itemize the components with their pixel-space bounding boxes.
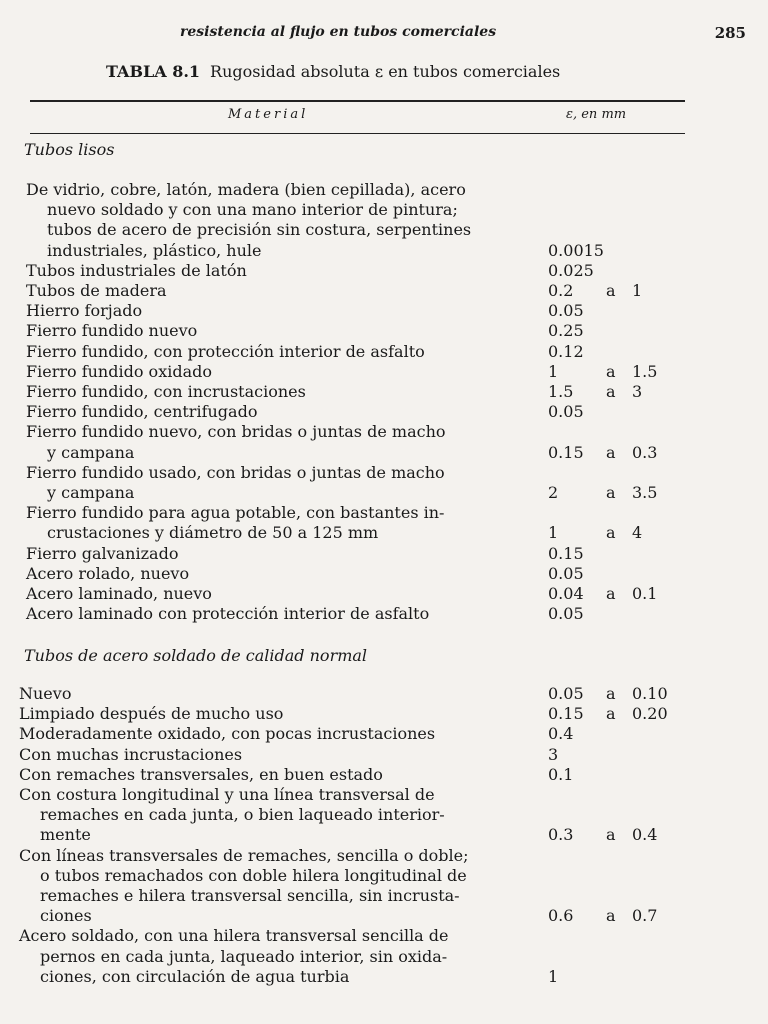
- material-text: Fierro galvanizado: [26, 543, 179, 563]
- table-row: [0, 483, 768, 503]
- range-separator: a: [606, 825, 616, 845]
- table-row: [0, 402, 768, 422]
- table-row: [0, 564, 768, 584]
- table-row: [0, 947, 768, 967]
- table-caption: Rugosidad absoluta ε en tubos comerciales: [210, 62, 561, 81]
- epsilon-min-value: 0.1: [548, 764, 574, 784]
- table-row: [0, 825, 768, 845]
- table-row: [0, 704, 768, 724]
- material-text: Con muchas incrustaciones: [19, 744, 243, 764]
- material-text: y campana: [47, 483, 135, 502]
- table-row: [0, 745, 768, 765]
- table-row: [0, 200, 768, 220]
- table-row: [0, 463, 768, 483]
- table-row: [0, 382, 768, 402]
- epsilon-max-value: 0.10: [632, 684, 668, 703]
- epsilon-min-value: 0.12: [548, 341, 584, 361]
- table-row: [0, 503, 768, 523]
- material-text: Con líneas transversales de remaches, sencilla o doble;: [19, 845, 469, 865]
- table-row: [0, 544, 768, 564]
- table-row: [0, 261, 768, 281]
- material-text: Fierro fundido usado, con bridas o juntas de macho: [26, 462, 445, 482]
- range-separator: a: [606, 442, 616, 462]
- material-text: Fierro fundido para agua potable, con bastantes in-: [26, 503, 445, 523]
- table-row: [0, 805, 768, 825]
- material-text: Fierro fundido nuevo: [26, 321, 198, 341]
- epsilon-min-value: 1: [548, 966, 559, 986]
- column-header-epsilon: ε, en mm: [566, 107, 627, 122]
- table-row: [0, 281, 768, 301]
- range-separator: a: [606, 906, 616, 926]
- material-text: Fierro fundido, con protección interior de asfalto: [26, 341, 425, 361]
- range-separator: a: [606, 281, 616, 300]
- material-text: o tubos remachados con doble hilera longitudinal de: [40, 865, 467, 885]
- material-text: y campana: [47, 442, 135, 462]
- epsilon-min-value: 0.05: [548, 684, 584, 703]
- range-separator: a: [606, 684, 616, 703]
- table-row: [0, 724, 768, 744]
- epsilon-max-value: 3: [632, 382, 643, 401]
- material-text: Fierro fundido nuevo, con bridas o juntas de macho: [26, 422, 446, 442]
- epsilon-min-value: 1: [548, 523, 559, 543]
- epsilon-min-value: 0.6: [548, 906, 574, 926]
- table-row: [0, 926, 768, 946]
- epsilon-max-value: 0.3: [632, 442, 658, 462]
- table-row: [0, 180, 768, 200]
- epsilon-min-value: 0.05: [548, 563, 584, 583]
- section-title-acero-soldado: Tubos de acero soldado de calidad normal: [24, 646, 368, 665]
- epsilon-min-value: 1: [548, 361, 559, 381]
- table-title: [106, 62, 560, 81]
- material-text: mente: [40, 825, 91, 845]
- material-text: Nuevo: [19, 684, 72, 703]
- material-text: Hierro forjado: [26, 301, 143, 321]
- epsilon-min-value: 0.15: [548, 442, 584, 462]
- epsilon-max-value: 0.7: [632, 906, 658, 926]
- material-text: Acero soldado, con una hilera transversal sencilla de: [19, 926, 449, 946]
- material-text: Fierro fundido oxidado: [26, 361, 212, 381]
- table-number: TABLA 8.1: [106, 62, 201, 81]
- range-separator: a: [606, 483, 616, 502]
- epsilon-max-value: 0.20: [632, 704, 668, 724]
- table-row: [0, 220, 768, 240]
- epsilon-max-value: 1: [632, 281, 643, 300]
- table-row: [0, 886, 768, 906]
- table-row: [0, 523, 768, 543]
- epsilon-min-value: 0.15: [548, 543, 584, 563]
- material-text: Tubos industriales de latón: [26, 260, 247, 280]
- table-row: [0, 443, 768, 463]
- material-text: Moderadamente oxidado, con pocas incrustaciones: [19, 724, 436, 744]
- epsilon-min-value: 0.25: [548, 321, 584, 341]
- material-text: Con remaches transversales, en buen estado: [19, 764, 383, 784]
- material-text: De vidrio, cobre, latón, madera (bien cepillada), acero: [26, 180, 466, 199]
- material-text: Fierro fundido, con incrustaciones: [26, 382, 306, 401]
- range-separator: a: [606, 361, 616, 381]
- page-number: 285: [714, 24, 746, 42]
- material-text: nuevo soldado y con una mano interior de pintura;: [47, 200, 458, 220]
- epsilon-min-value: 0.04: [548, 584, 584, 603]
- range-separator: a: [606, 584, 616, 603]
- material-text: crustaciones y diámetro de 50 a 125 mm: [47, 523, 379, 543]
- epsilon-min-value: 0.05: [548, 604, 584, 624]
- epsilon-min-value: 0.05: [548, 402, 584, 422]
- running-head: resistencia al flujo en tubos comerciales: [180, 24, 497, 40]
- table-row: [0, 241, 768, 261]
- material-text: ciones: [40, 906, 92, 926]
- epsilon-min-value: 3: [548, 744, 559, 764]
- material-text: industriales, plástico, hule: [47, 240, 262, 260]
- table-row: [0, 362, 768, 382]
- table-row: [0, 866, 768, 886]
- material-text: Acero rolado, nuevo: [26, 563, 190, 583]
- material-text: Limpiado después de mucho uso: [19, 704, 284, 724]
- table-header-rule: [30, 133, 685, 134]
- material-text: Con costura longitudinal y una línea transversal de: [19, 785, 435, 804]
- table-row: [0, 321, 768, 341]
- epsilon-max-value: 0.4: [632, 825, 658, 845]
- table-row: [0, 604, 768, 624]
- epsilon-min-value: 0.025: [548, 260, 594, 280]
- material-text: Fierro fundido, centrifugado: [26, 402, 258, 422]
- table-row: [0, 301, 768, 321]
- material-text: Acero laminado con protección interior de asfalto: [26, 604, 430, 624]
- epsilon-min-value: 0.15: [548, 704, 584, 724]
- table-row: [0, 765, 768, 785]
- table-row: [0, 342, 768, 362]
- range-separator: a: [606, 704, 616, 724]
- epsilon-max-value: 0.1: [632, 584, 658, 603]
- table-row: [0, 684, 768, 704]
- material-text: pernos en cada junta, laqueado interior, sin oxida-: [40, 946, 448, 966]
- epsilon-max-value: 3.5: [632, 483, 658, 502]
- table-row: [0, 906, 768, 926]
- table-row: [0, 584, 768, 604]
- epsilon-min-value: 1.5: [548, 382, 574, 401]
- material-text: Tubos de madera: [26, 281, 167, 300]
- range-separator: a: [606, 382, 616, 401]
- section-title-tubos-lisos: Tubos lisos: [24, 140, 115, 159]
- epsilon-min-value: 0.0015: [548, 240, 604, 260]
- material-text: remaches en cada junta, o bien laqueado interior-: [40, 805, 445, 825]
- column-header-material: Material: [228, 107, 309, 122]
- epsilon-min-value: 0.2: [548, 281, 574, 300]
- epsilon-min-value: 0.4: [548, 724, 574, 744]
- table-row: [0, 967, 768, 987]
- epsilon-min-value: 2: [548, 483, 559, 502]
- table-row: [0, 422, 768, 442]
- material-text: tubos de acero de precisión sin costura, serpentines: [47, 220, 472, 240]
- epsilon-min-value: 0.3: [548, 825, 574, 845]
- table-top-rule: [30, 100, 685, 102]
- epsilon-max-value: 4: [632, 523, 643, 543]
- table-row: [0, 785, 768, 805]
- epsilon-min-value: 0.05: [548, 301, 584, 321]
- table-row: [0, 846, 768, 866]
- range-separator: a: [606, 523, 616, 543]
- material-text: ciones, con circulación de agua turbia: [40, 966, 350, 986]
- epsilon-max-value: 1.5: [632, 361, 658, 381]
- material-text: Acero laminado, nuevo: [26, 584, 212, 603]
- material-text: remaches e hilera transversal sencilla, sin incrusta-: [40, 886, 460, 905]
